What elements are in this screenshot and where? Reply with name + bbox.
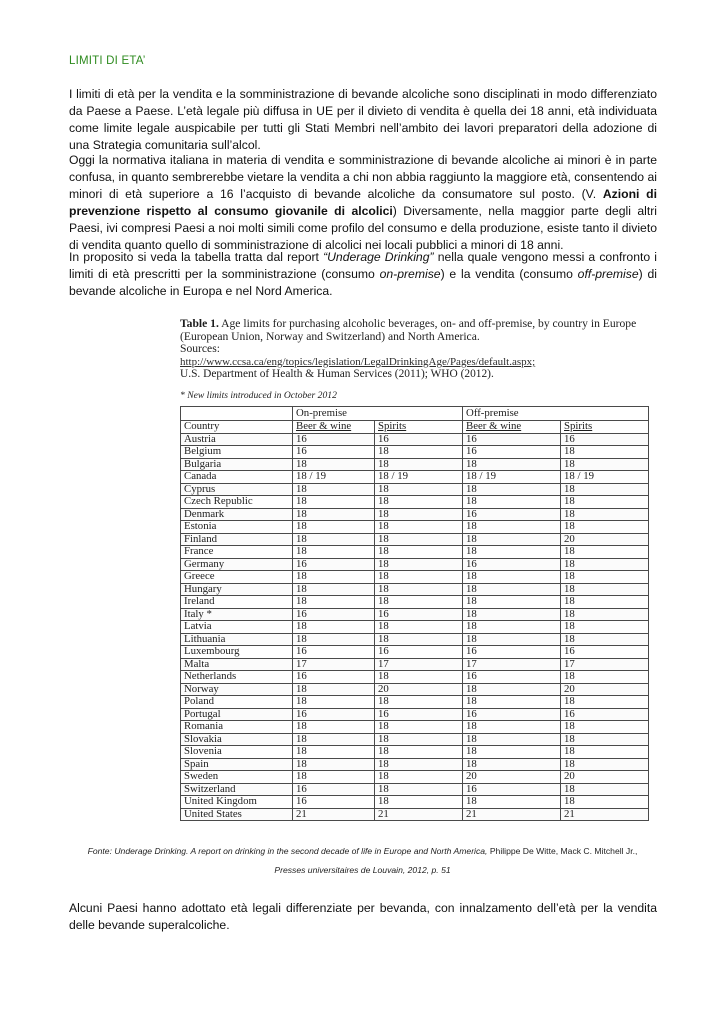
cell-on-spirits: 18 [375, 533, 463, 546]
table-row [181, 533, 649, 546]
paragraph-text: Oggi la normativa italiana in materia di vendita e somministrazione di bevande alcoliche ai minori è in parte confusa, in quanto sembrerebbe vietare la vendita a chi non abbia raggiunto la maggiore età, consentendo ai minori di età superiore a 16 l’acquisto di bevande alcoliche da consumatore sul posto. (V. [69, 153, 657, 201]
cell-country: Italy * [181, 608, 293, 621]
cell-on-spirits: 18 [375, 771, 463, 784]
table-row [181, 696, 649, 709]
table-row [181, 571, 649, 584]
cell-off-beer-wine: 18 [463, 483, 561, 496]
table-row [181, 633, 649, 646]
table-title [180, 318, 648, 343]
cell-off-beer-wine: 17 [463, 658, 561, 671]
cell-on-beer-wine: 18 [293, 696, 375, 709]
cell-off-beer-wine: 18 [463, 796, 561, 809]
cell-on-spirits: 16 [375, 646, 463, 659]
column-header-country: Country [181, 421, 293, 434]
cell-off-spirits: 18 / 19 [561, 471, 649, 484]
cell-off-spirits: 18 [561, 596, 649, 609]
cell-country: Latvia [181, 621, 293, 634]
cell-on-spirits: 20 [375, 683, 463, 696]
column-header-off-beer-wine: Beer & wine [463, 421, 561, 434]
table-row [181, 558, 649, 571]
cell-off-spirits: 18 [561, 521, 649, 534]
cell-on-spirits: 18 [375, 596, 463, 609]
cell-off-beer-wine: 18 [463, 496, 561, 509]
table-title-text: Age limits for purchasing alcoholic beverages, on- and off-premise, by country in Europe (European Union, Norway and Switzerland) and North America. [180, 317, 637, 343]
cell-country: Sweden [181, 771, 293, 784]
table-group-header-row [181, 407, 649, 421]
table-row [181, 708, 649, 721]
source-url-link[interactable]: http://www.ccsa.ca/eng/topics/legislation/LegalDrinkingAge/Pages/default.aspx; [180, 355, 536, 368]
cell-off-beer-wine: 18 [463, 583, 561, 596]
cell-off-beer-wine: 16 [463, 508, 561, 521]
cell-on-beer-wine: 18 [293, 733, 375, 746]
cell-on-beer-wine: 18 [293, 571, 375, 584]
cell-off-spirits: 18 [561, 783, 649, 796]
table-row [181, 783, 649, 796]
cell-off-beer-wine: 18 [463, 696, 561, 709]
cell-off-beer-wine: 16 [463, 446, 561, 459]
table-row [181, 683, 649, 696]
cell-off-spirits: 18 [561, 583, 649, 596]
cell-country: Poland [181, 696, 293, 709]
cell-on-spirits: 16 [375, 708, 463, 721]
cell-on-beer-wine: 18 [293, 483, 375, 496]
cell-off-spirits: 18 [561, 733, 649, 746]
column-header-off-spirits: Spirits [561, 421, 649, 434]
cell-off-beer-wine: 16 [463, 646, 561, 659]
cell-on-beer-wine: 18 [293, 496, 375, 509]
paragraph-table-intro [69, 249, 657, 300]
cell-off-beer-wine: 18 [463, 733, 561, 746]
group-header-blank [181, 407, 293, 421]
cell-on-beer-wine: 18 [293, 521, 375, 534]
age-limits-table [180, 406, 649, 821]
cell-off-beer-wine: 16 [463, 671, 561, 684]
cell-on-spirits: 18 [375, 458, 463, 471]
cell-off-spirits: 16 [561, 708, 649, 721]
cell-country: Switzerland [181, 783, 293, 796]
cell-country: Belgium [181, 446, 293, 459]
table-footnote: * New limits introduced in October 2012 [180, 390, 337, 402]
cell-on-spirits: 18 [375, 496, 463, 509]
cell-off-beer-wine: 18 [463, 521, 561, 534]
cell-on-spirits: 17 [375, 658, 463, 671]
cell-off-beer-wine: 16 [463, 433, 561, 446]
table-row [181, 671, 649, 684]
cell-on-spirits: 18 [375, 733, 463, 746]
cell-off-spirits: 18 [561, 608, 649, 621]
table-row [181, 546, 649, 559]
table-row [181, 608, 649, 621]
table-row [181, 658, 649, 671]
cell-off-beer-wine: 18 [463, 596, 561, 609]
cell-on-beer-wine: 18 [293, 508, 375, 521]
cell-off-spirits: 18 [561, 496, 649, 509]
cell-country: Netherlands [181, 671, 293, 684]
cell-country: Cyprus [181, 483, 293, 496]
report-title: “Underage Drinking” [323, 250, 434, 264]
table-row [181, 733, 649, 746]
cell-country: Malta [181, 658, 293, 671]
cell-country: Slovenia [181, 746, 293, 759]
cell-on-spirits: 18 [375, 571, 463, 584]
age-limits-table-body [181, 433, 649, 821]
cell-off-spirits: 18 [561, 633, 649, 646]
cell-off-beer-wine: 18 [463, 721, 561, 734]
cell-off-spirits: 18 [561, 796, 649, 809]
cell-off-beer-wine: 18 [463, 683, 561, 696]
cell-country: Canada [181, 471, 293, 484]
cell-off-spirits: 18 [561, 671, 649, 684]
cell-on-beer-wine: 16 [293, 446, 375, 459]
cell-on-spirits: 18 [375, 621, 463, 634]
cell-on-spirits: 18 [375, 696, 463, 709]
cell-off-beer-wine: 18 [463, 458, 561, 471]
cell-on-beer-wine: 18 [293, 721, 375, 734]
paragraph-text: ) di bevande alcoliche in Europa e nel Nord America. [69, 266, 657, 298]
cell-on-beer-wine: 18 [293, 771, 375, 784]
caption-publisher: Presses universitaires de Louvain, 2012, p. 51 [274, 865, 451, 875]
cell-on-beer-wine: 18 [293, 746, 375, 759]
cell-off-beer-wine: 18 / 19 [463, 471, 561, 484]
table-row [181, 508, 649, 521]
cell-on-beer-wine: 18 [293, 633, 375, 646]
cell-off-spirits: 20 [561, 533, 649, 546]
cell-off-spirits: 20 [561, 771, 649, 784]
cell-on-spirits: 18 [375, 508, 463, 521]
cell-on-beer-wine: 18 [293, 533, 375, 546]
table-row [181, 521, 649, 534]
cell-on-beer-wine: 17 [293, 658, 375, 671]
cell-off-beer-wine: 16 [463, 708, 561, 721]
cell-on-spirits: 18 / 19 [375, 471, 463, 484]
prevention-actions-reference: Azioni di prevenzione rispetto al consumo giovanile di alcolici [69, 186, 657, 218]
table-row [181, 471, 649, 484]
table-column-header-row [181, 421, 649, 434]
cell-on-beer-wine: 18 [293, 583, 375, 596]
table-caption-publisher [40, 865, 685, 875]
cell-off-spirits: 18 [561, 446, 649, 459]
cell-off-spirits: 17 [561, 658, 649, 671]
cell-on-beer-wine: 16 [293, 558, 375, 571]
cell-off-beer-wine: 18 [463, 533, 561, 546]
cell-on-beer-wine: 18 [293, 758, 375, 771]
cell-country: Portugal [181, 708, 293, 721]
cell-on-spirits: 18 [375, 446, 463, 459]
group-header-on-premise: On-premise [293, 407, 463, 421]
column-header-on-spirits: Spirits [375, 421, 463, 434]
cell-country: Hungary [181, 583, 293, 596]
cell-on-beer-wine: 21 [293, 808, 375, 821]
age-limits-table-figure [180, 318, 648, 821]
group-header-off-premise: Off-premise [463, 407, 649, 421]
cell-country: Germany [181, 558, 293, 571]
cell-on-beer-wine: 16 [293, 708, 375, 721]
cell-off-beer-wine: 18 [463, 546, 561, 559]
cell-off-spirits: 18 [561, 558, 649, 571]
cell-country: Denmark [181, 508, 293, 521]
cell-on-spirits: 18 [375, 546, 463, 559]
paragraph-text: nella quale vengono messi a confronto i limiti di età prescritti per la somministrazione (consumo [69, 250, 657, 281]
cell-country: Austria [181, 433, 293, 446]
table-row [181, 496, 649, 509]
cell-country: Norway [181, 683, 293, 696]
table-row [181, 721, 649, 734]
caption-source-title: Fonte: Underage Drinking. A report on drinking in the second decade of life in Europe and North America, [87, 846, 488, 856]
cell-on-spirits: 18 [375, 721, 463, 734]
cell-on-beer-wine: 16 [293, 433, 375, 446]
paragraph-text: In proposito si veda la tabella tratta dal report [69, 250, 324, 264]
cell-country: Spain [181, 758, 293, 771]
cell-on-beer-wine: 16 [293, 608, 375, 621]
cell-off-beer-wine: 18 [463, 608, 561, 621]
table-row [181, 621, 649, 634]
table-row [181, 796, 649, 809]
cell-on-beer-wine: 18 [293, 546, 375, 559]
table-caption [40, 846, 685, 856]
cell-on-beer-wine: 18 [293, 458, 375, 471]
cell-off-beer-wine: 18 [463, 633, 561, 646]
paragraph-italian-law [69, 152, 657, 253]
cell-off-spirits: 18 [561, 696, 649, 709]
cell-on-spirits: 18 [375, 783, 463, 796]
cell-off-beer-wine: 16 [463, 783, 561, 796]
cell-off-spirits: 16 [561, 646, 649, 659]
cell-on-beer-wine: 18 [293, 683, 375, 696]
cell-on-spirits: 18 [375, 671, 463, 684]
paragraph-age-limits-intro: I limiti di età per la vendita e la somministrazione di bevande alcoliche sono disciplinati in modo differenziato da Paese a Paese. L’età legale più diffusa in UE per il divieto di vendita è quella dei 18 anni, età individuata come limite legale auspicabile per tutti gli Stati Membri nell’ambito dei lavori preparatori della adozione di una Strategia comunitaria sull’alcol. [69, 87, 657, 152]
table-label: Table 1. [180, 317, 219, 330]
cell-off-spirits: 18 [561, 721, 649, 734]
cell-country: Romania [181, 721, 293, 734]
cell-country: Estonia [181, 521, 293, 534]
cell-on-beer-wine: 16 [293, 671, 375, 684]
cell-country: United States [181, 808, 293, 821]
table-row [181, 746, 649, 759]
column-header-on-beer-wine: Beer & wine [293, 421, 375, 434]
cell-on-spirits: 18 [375, 796, 463, 809]
cell-off-spirits: 20 [561, 683, 649, 696]
paragraph-text: ) e la vendita (consumo [440, 266, 578, 281]
cell-country: Bulgaria [181, 458, 293, 471]
cell-off-spirits: 18 [561, 621, 649, 634]
cell-country: United Kingdom [181, 796, 293, 809]
table-row [181, 446, 649, 459]
cell-country: Ireland [181, 596, 293, 609]
table-row [181, 458, 649, 471]
cell-on-beer-wine: 18 [293, 621, 375, 634]
table-row [181, 433, 649, 446]
table-row [181, 583, 649, 596]
caption-authors: Philippe De Witte, Mack C. Mitchell Jr., [487, 846, 638, 856]
cell-off-beer-wine: 20 [463, 771, 561, 784]
cell-country: France [181, 546, 293, 559]
table-sources-label: Sources: [180, 342, 220, 356]
cell-off-spirits: 18 [561, 571, 649, 584]
cell-country: Slovakia [181, 733, 293, 746]
table-source-citation: U.S. Department of Health & Human Services (2011); WHO (2012). [180, 368, 494, 381]
cell-country: Czech Republic [181, 496, 293, 509]
cell-off-spirits: 18 [561, 746, 649, 759]
off-premise-term: off-premise [577, 266, 639, 281]
cell-on-spirits: 18 [375, 558, 463, 571]
cell-on-spirits: 21 [375, 808, 463, 821]
cell-country: Luxembourg [181, 646, 293, 659]
cell-off-spirits: 18 [561, 458, 649, 471]
cell-on-spirits: 18 [375, 633, 463, 646]
cell-off-beer-wine: 21 [463, 808, 561, 821]
table-row [181, 808, 649, 821]
table-row [181, 483, 649, 496]
cell-country: Greece [181, 571, 293, 584]
cell-on-spirits: 18 [375, 483, 463, 496]
cell-off-spirits: 18 [561, 546, 649, 559]
cell-on-beer-wine: 18 [293, 596, 375, 609]
cell-country: Finland [181, 533, 293, 546]
cell-on-spirits: 18 [375, 521, 463, 534]
cell-off-beer-wine: 18 [463, 758, 561, 771]
cell-on-spirits: 16 [375, 433, 463, 446]
cell-on-spirits: 18 [375, 583, 463, 596]
cell-on-spirits: 18 [375, 758, 463, 771]
cell-on-spirits: 18 [375, 746, 463, 759]
cell-off-spirits: 18 [561, 483, 649, 496]
cell-on-beer-wine: 16 [293, 646, 375, 659]
cell-on-beer-wine: 16 [293, 783, 375, 796]
cell-off-spirits: 21 [561, 808, 649, 821]
on-premise-term: on-premise [379, 266, 441, 281]
table-row [181, 771, 649, 784]
cell-on-beer-wine: 18 / 19 [293, 471, 375, 484]
cell-off-beer-wine: 18 [463, 746, 561, 759]
cell-off-beer-wine: 18 [463, 571, 561, 584]
cell-off-beer-wine: 16 [463, 558, 561, 571]
paragraph-differentiated-ages: Alcuni Paesi hanno adottato età legali differenziate per bevanda, con innalzamento dell’età per la vendita delle bevande superalcoliche. [69, 901, 657, 932]
cell-country: Lithuania [181, 633, 293, 646]
paragraph-text: ) Diversamente, nella maggior parte degli altri Paesi, ivi compresi Paesi a noi molti simili come profilo del consumo e della produzione, esiste tanto il divieto di vendita quanto quello di somministrazione di alcolici nei locali pubblici a minori di 18 anni. [69, 203, 657, 252]
table-row [181, 646, 649, 659]
cell-off-beer-wine: 18 [463, 621, 561, 634]
cell-off-spirits: 16 [561, 433, 649, 446]
table-row [181, 758, 649, 771]
cell-off-spirits: 18 [561, 508, 649, 521]
section-heading: LIMITI DI ETA’ [69, 55, 146, 67]
cell-on-spirits: 16 [375, 608, 463, 621]
cell-on-beer-wine: 16 [293, 796, 375, 809]
table-row [181, 596, 649, 609]
cell-off-spirits: 18 [561, 758, 649, 771]
